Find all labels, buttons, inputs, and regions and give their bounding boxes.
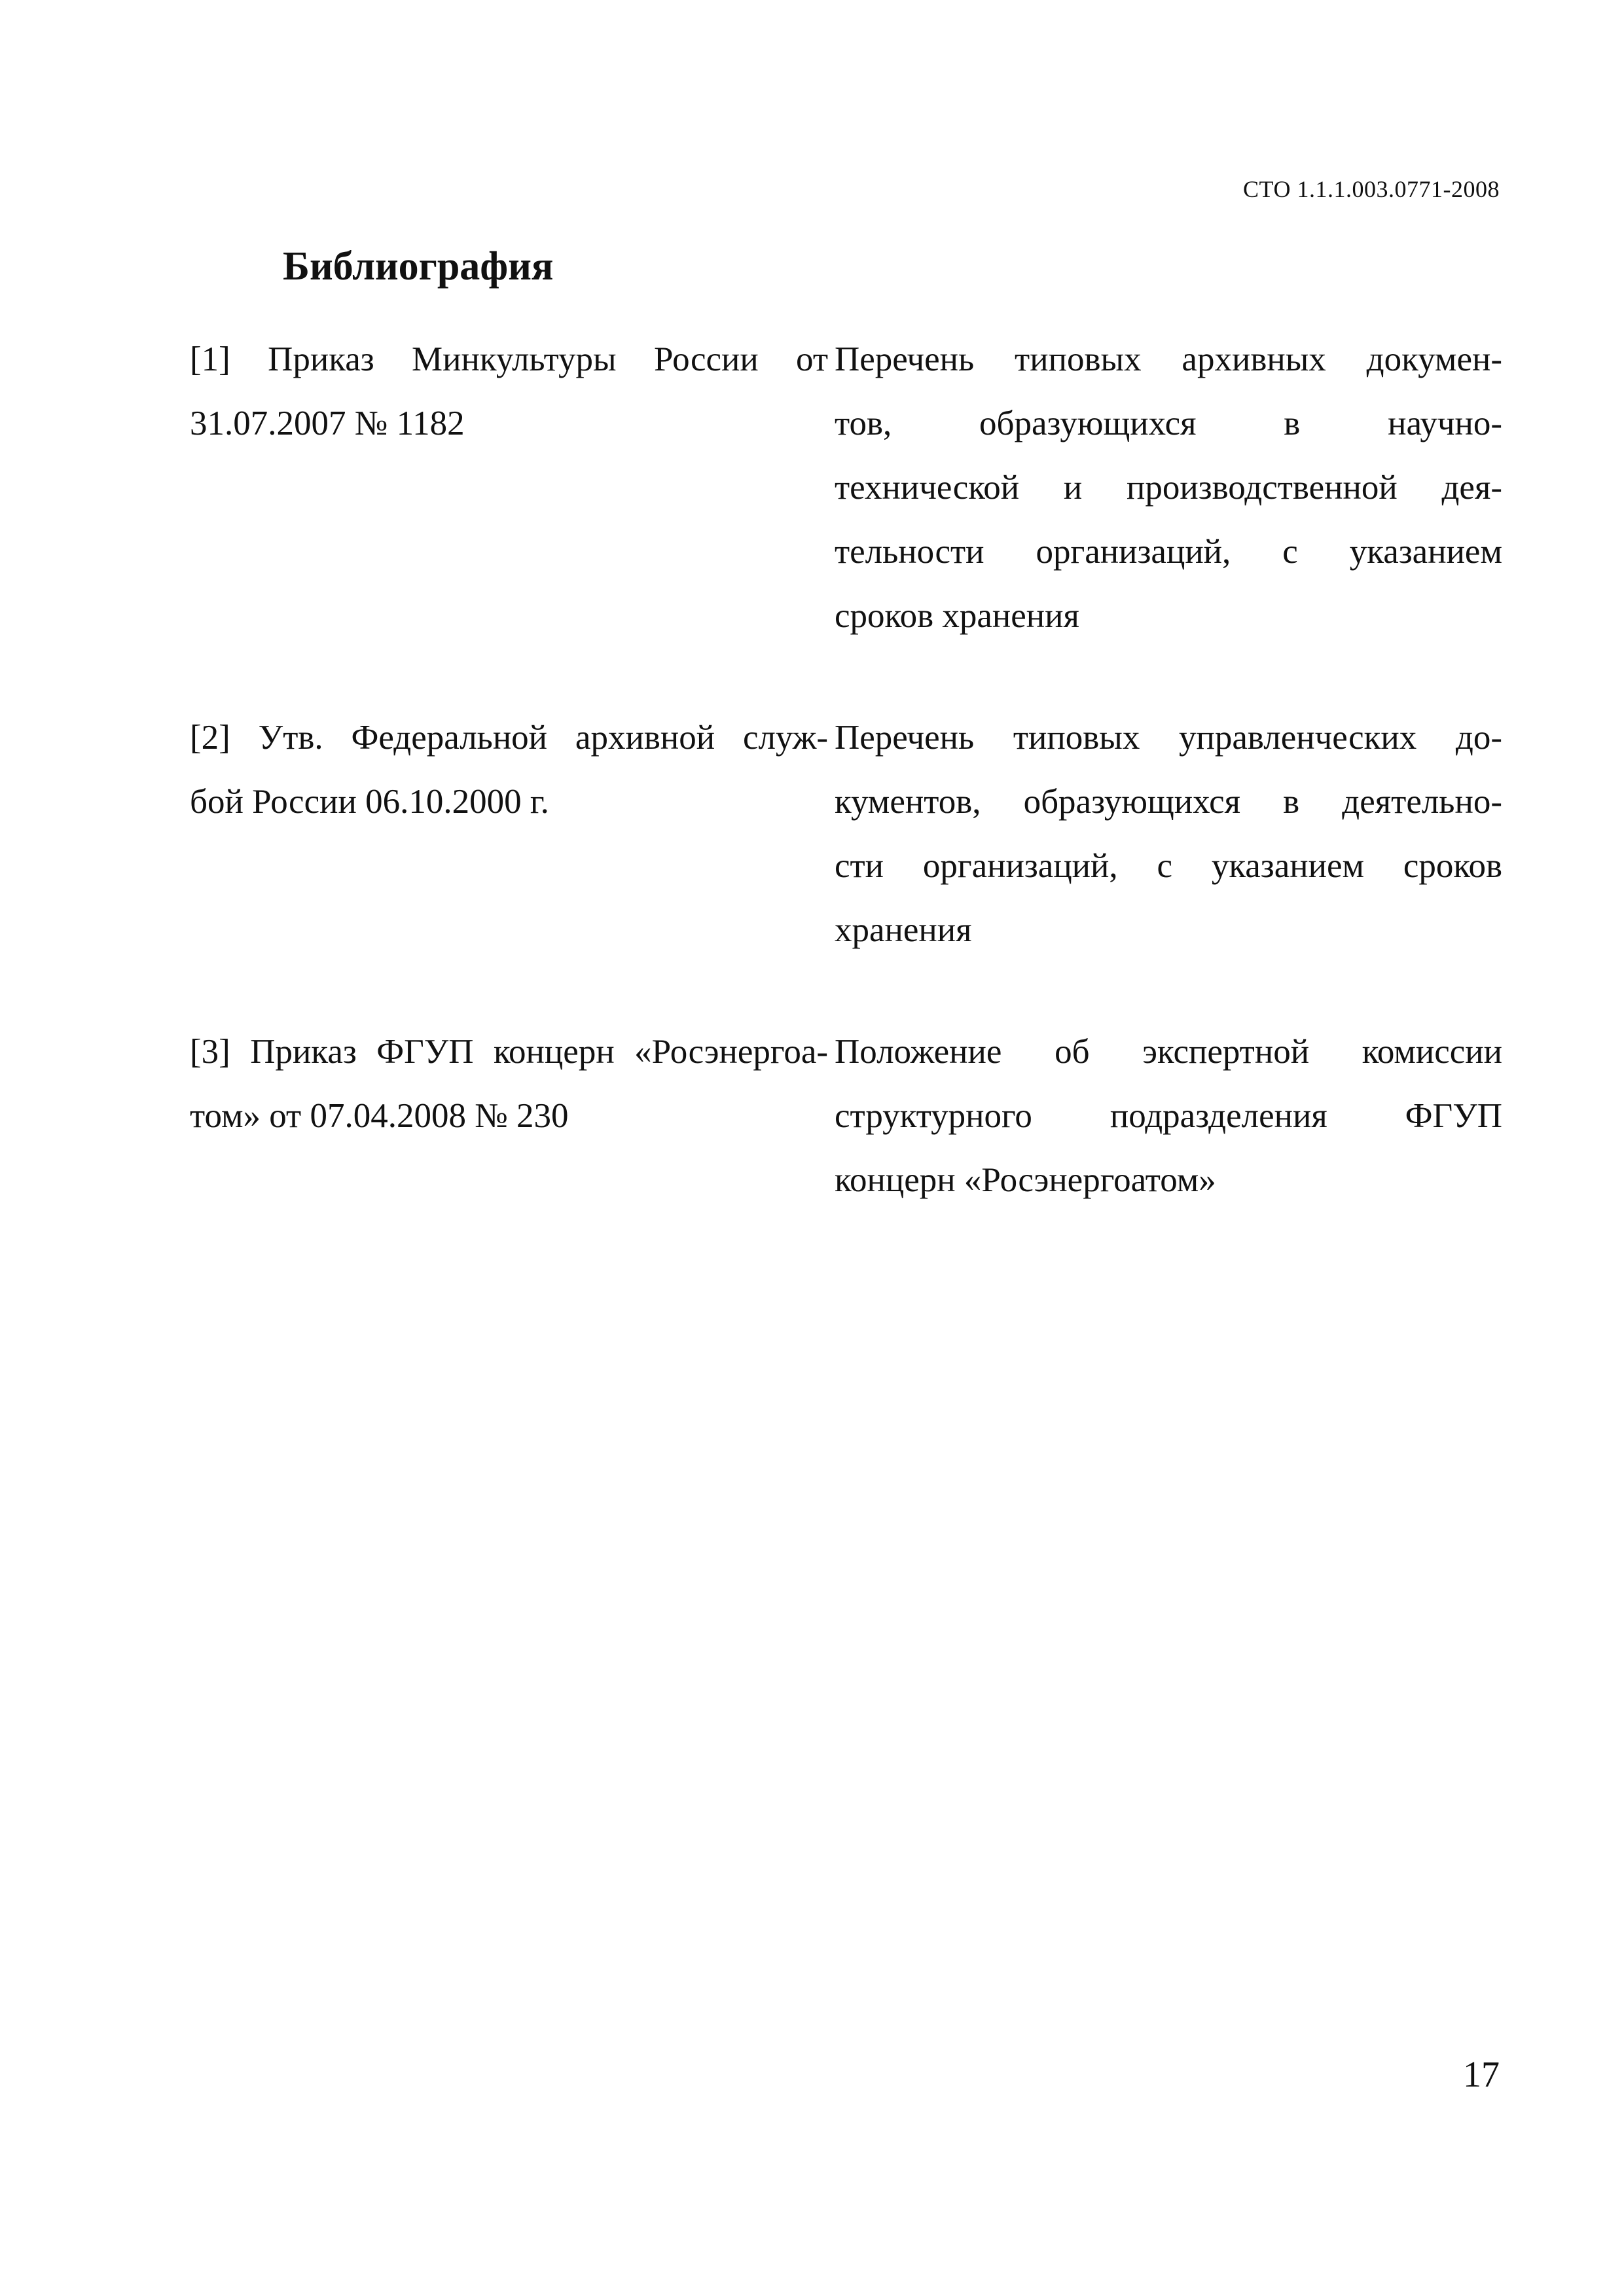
entry-description-line: Перечень типовых управленческих до- [835,719,1502,757]
entry-description-line: тов, образующихся в научно- [835,404,1502,442]
entry-description-line: Перечень типовых архивных докумен- [835,340,1502,378]
document-code: СТО 1.1.1.003.0771-2008 [1242,176,1500,202]
entry-source-line: 31.07.2007 № 1182 [190,404,465,442]
entry-description-line: технической и производственной дея- [835,469,1502,507]
entry-description-line: структурного подразделения ФГУП [835,1097,1502,1135]
entry-source-line: [2] Утв. Федеральной архивной служ- [190,719,828,757]
entry-description-line: концерн «Росэнергоатом» [835,1161,1216,1199]
bibliography-list [190,327,1502,1212]
entry-description [835,1020,1502,1212]
entry-source [190,327,828,648]
entry-description [835,706,1502,962]
entry-description-line: сроков хранения [835,597,1079,635]
entry-description [835,327,1502,648]
entry-source [190,706,828,962]
entry-description-line: кументов, образующихся в деятельно- [835,783,1502,821]
entry-description-line: тельности организаций, с указанием [835,533,1502,571]
page-number: 17 [1463,2054,1500,2095]
page-title: Библиография [283,244,554,289]
bibliography-entry-1 [190,327,1502,648]
entry-source-line: [1] Приказ Минкультуры России от [190,340,828,378]
bibliography-entry-2 [190,706,1502,962]
entry-source-line: [3] Приказ ФГУП концерн «Росэнергоа- [190,1033,828,1071]
entry-source [190,1020,828,1212]
bibliography-entry-3 [190,1020,1502,1212]
entry-description-line: сти организаций, с указанием сроков [835,847,1502,885]
entry-description-line: хранения [835,911,972,949]
entry-description-line: Положение об экспертной комиссии [835,1033,1502,1071]
entry-source-line: том» от 07.04.2008 № 230 [190,1097,569,1135]
entry-source-line: бой России 06.10.2000 г. [190,783,549,821]
